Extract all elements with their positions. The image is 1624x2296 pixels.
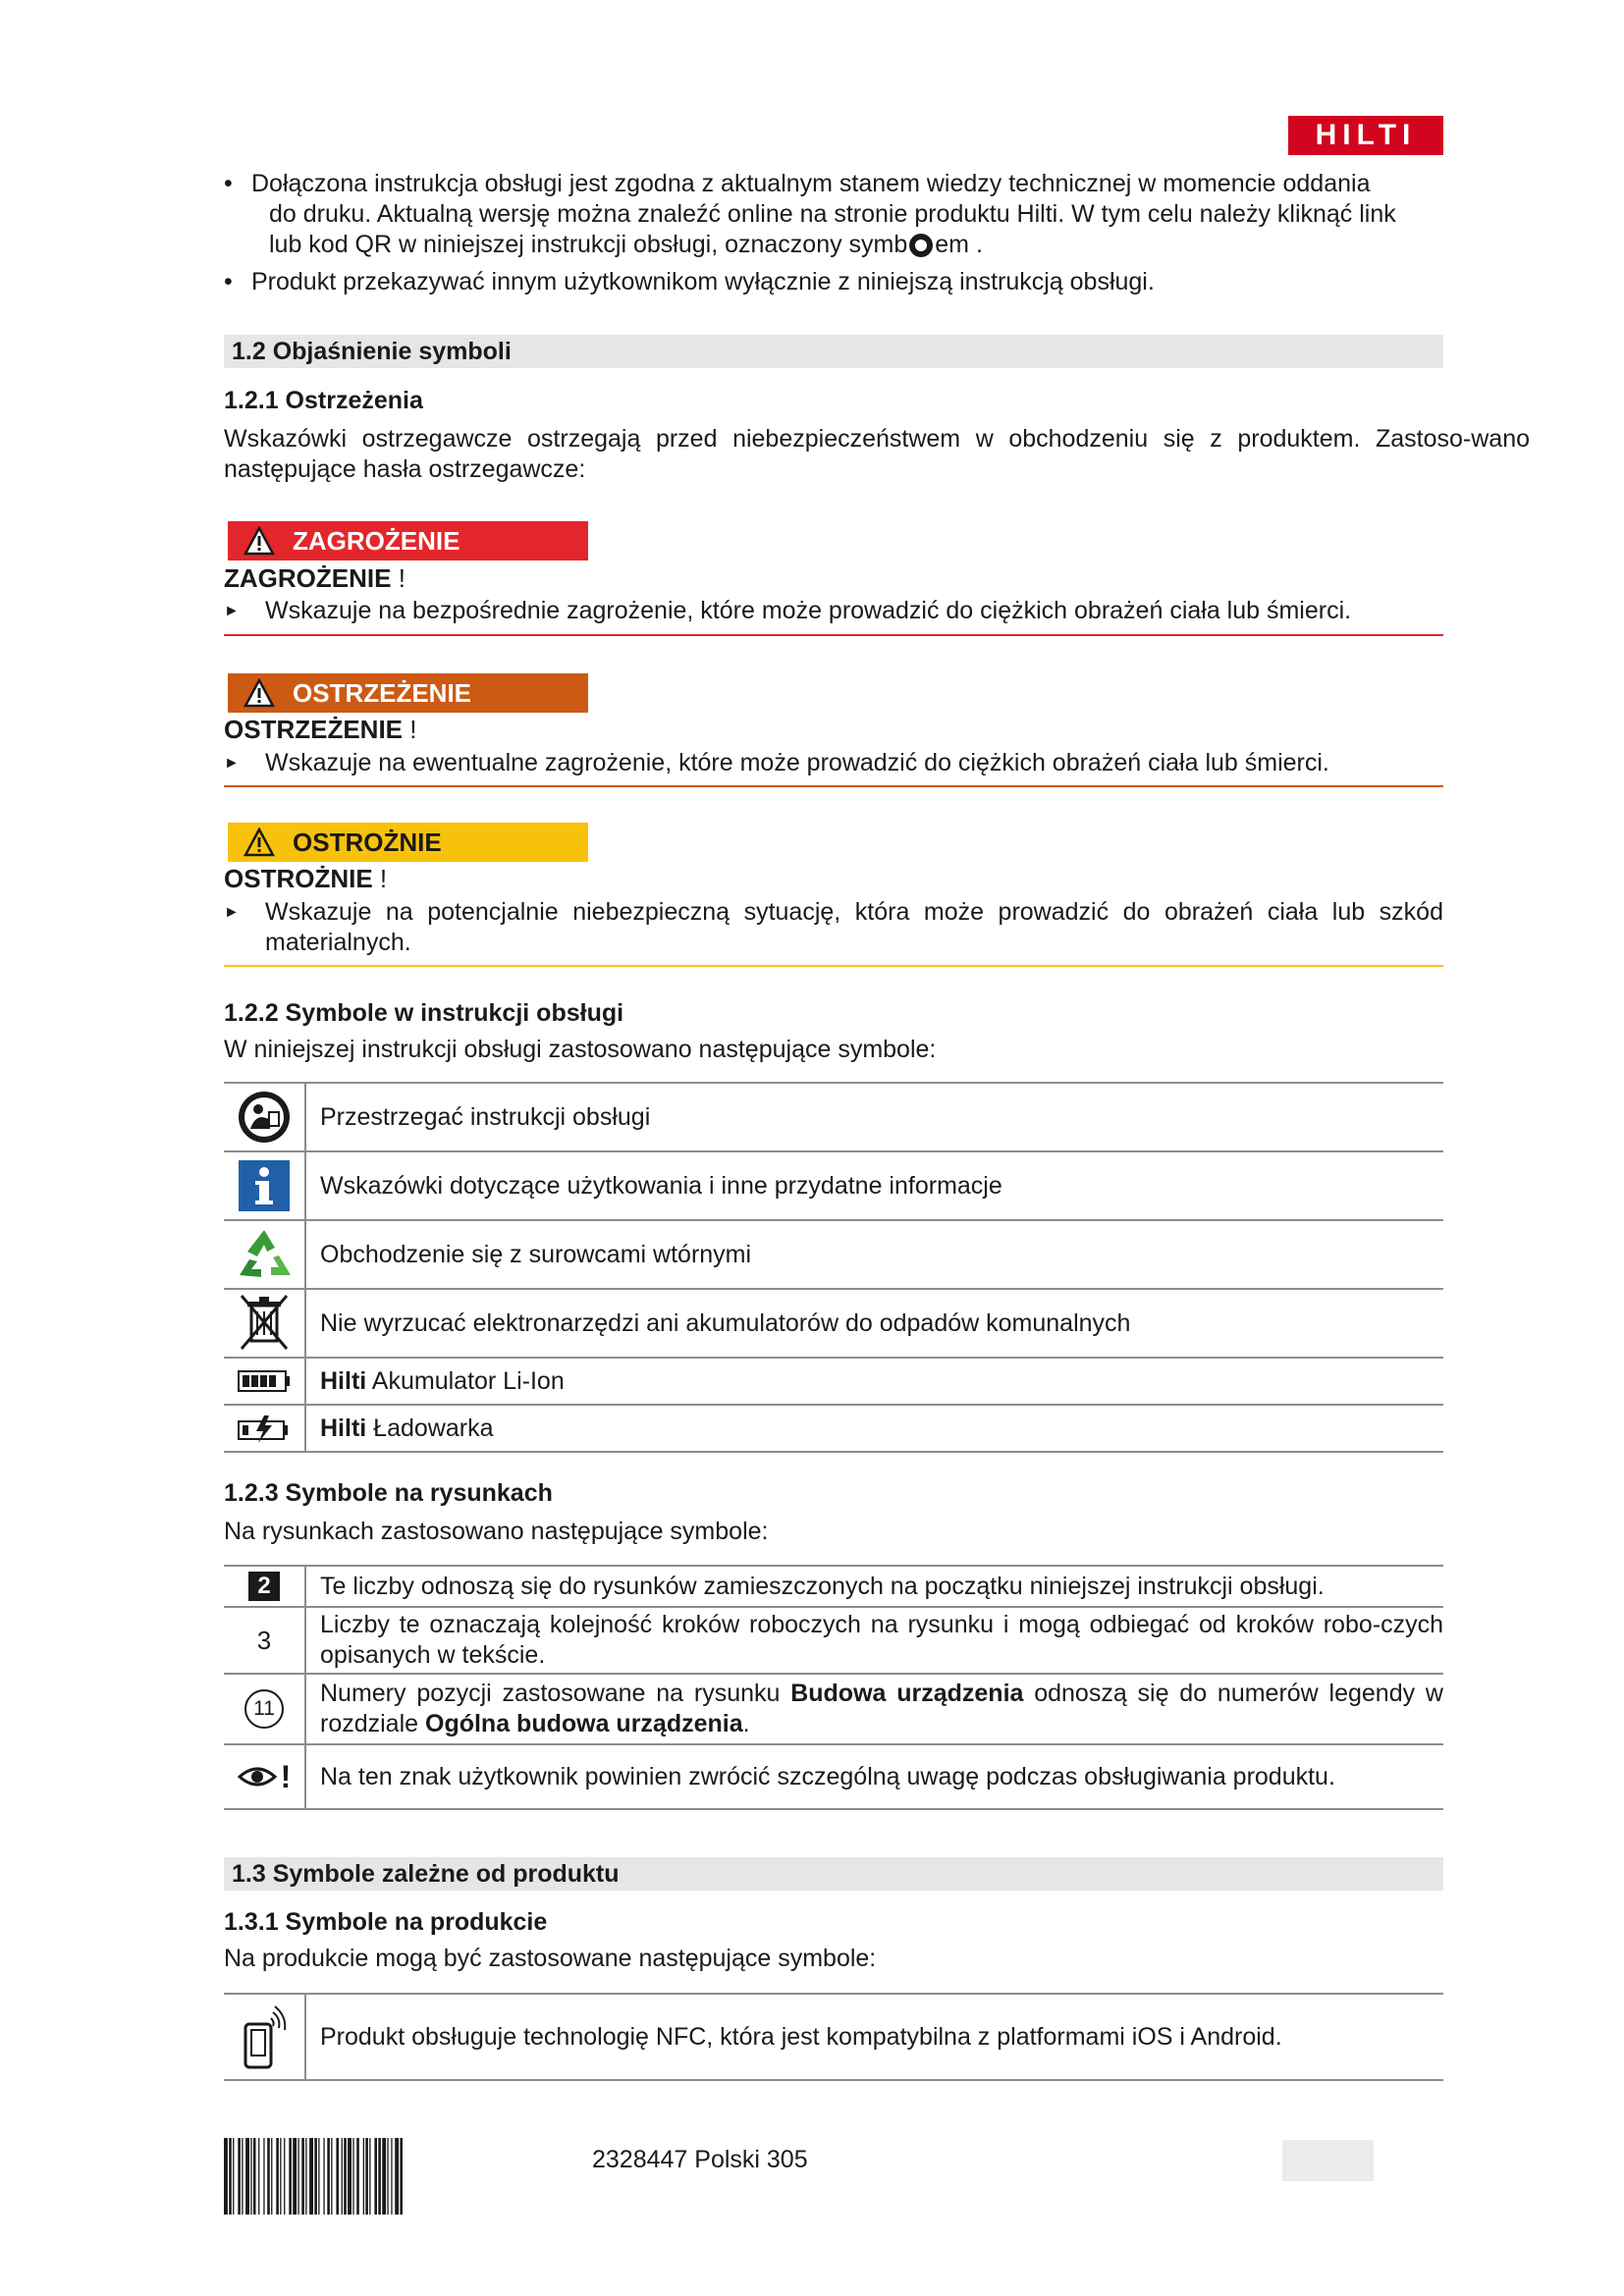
table-row	[224, 1404, 1443, 1453]
battery-icon	[224, 1359, 306, 1404]
caution-label-text: OSTROŻNIE	[293, 828, 442, 857]
table-row-text: Wskazówki dotyczące użytkowania i inne przydatne informacje	[320, 1171, 1002, 1200]
section-1-2-3-heading: 1.2.3 Symbole na rysunkach	[224, 1479, 553, 1507]
table-row-text: Nie wyrzucać elektronarzędzi ani akumulatorów do odpadów komunalnych	[320, 1308, 1131, 1337]
warning-title-text: OSTRZEŻENIE	[224, 715, 404, 744]
danger-label	[228, 521, 588, 561]
info-icon	[224, 1152, 306, 1219]
table-row-text: Na ten znak użytkownik powinien zwrócić szczególną uwagę podczas obsługiwania produktu.	[320, 1762, 1335, 1790]
crossed-bin-icon	[224, 1290, 306, 1357]
logo-text: HILTI	[1315, 119, 1417, 151]
table-row	[224, 1288, 1443, 1357]
row-bold-part: Ogólna budowa urządzenia	[425, 1710, 743, 1737]
row-bold-part: Budowa urządzenia	[790, 1680, 1024, 1707]
arrow-icon: ►	[224, 904, 240, 921]
danger-label-text: ZAGROŻENIE	[293, 526, 460, 556]
charger-icon	[224, 1406, 306, 1451]
row-description: Liczby te oznaczają kolejność kroków roboczych na rysunku i mogą odbiegać od kroków robo-czych opisanych w tekście.	[320, 1611, 1443, 1669]
warning-label	[228, 673, 588, 713]
drawing-symbols-intro: Na rysunkach zastosowano następujące symbole:	[224, 1518, 769, 1545]
recycling-icon	[224, 1221, 306, 1288]
bullet-dot: •	[224, 268, 233, 295]
warning-triangle-icon	[244, 678, 275, 708]
danger-description	[224, 596, 1443, 626]
eye-attention-icon	[224, 1745, 306, 1808]
table-row-text: Przestrzegać instrukcji obsługi	[320, 1102, 651, 1131]
brand-name: Hilti	[320, 1414, 367, 1442]
figure-number-icon	[224, 1567, 306, 1606]
warning-triangle-icon	[244, 828, 275, 857]
table-row	[224, 1565, 1443, 1606]
barcode-icon	[224, 2138, 560, 2215]
step-number-icon	[224, 1608, 306, 1673]
footer-page-info: 2328447 Polski 305	[592, 2146, 808, 2173]
table-row-text	[320, 1406, 1443, 1451]
table-row	[224, 1357, 1443, 1404]
brand-name: Hilti	[320, 1366, 367, 1395]
table-row	[224, 1082, 1443, 1150]
row-description: Ładowarka	[373, 1414, 494, 1442]
warning-title	[224, 715, 416, 745]
section-1-3-heading: 1.3 Symbole zależne od produktu	[224, 1857, 1443, 1891]
footer-page-box	[1282, 2140, 1374, 2181]
table-row	[224, 1673, 1443, 1743]
row-text-part: .	[742, 1710, 750, 1737]
caution-title-text: OSTROŻNIE	[224, 864, 373, 893]
manual-symbols-intro: W niniejszej instrukcji obsługi zastosowano następujące symbole:	[224, 1036, 937, 1063]
read-manual-icon	[224, 1084, 306, 1150]
table-row-text	[320, 1675, 1443, 1743]
caution-title-excl: !	[379, 864, 388, 893]
table-row-text: Te liczby odnoszą się do rysunków zamieszczonych na początku niniejszej instrukcji obsługi.	[320, 1572, 1325, 1600]
bullet-dot: •	[224, 170, 233, 197]
step-number-icon-text: 3	[256, 1625, 272, 1655]
table-row-text	[320, 1359, 1443, 1404]
danger-title-excl: !	[398, 563, 406, 593]
section-1-2-1-heading: 1.2.1 Ostrzeżenia	[224, 387, 423, 414]
table-row	[224, 1606, 1443, 1673]
table-row	[224, 1150, 1443, 1219]
warnings-intro-paragraph: Wskazówki ostrzegawcze ostrzegają przed niebezpieczeństwem w obchodzeniu się z produktem. Zastoso-wano następujące hasła ostrzegawcze:	[224, 425, 1530, 483]
section-1-2-heading: 1.2 Objaśnienie symboli	[224, 335, 1443, 368]
row-text-part: odnoszą się do numerów legendy w rozdziale	[320, 1680, 1443, 1737]
arrow-icon: ►	[224, 603, 240, 619]
danger-description-text: Wskazuje na bezpośrednie zagrożenie, które może prowadzić do ciężkich obrażeń ciała lub śmierci.	[265, 597, 1352, 624]
warning-title-excl: !	[409, 715, 417, 744]
table-row-text: Produkt obsługuje technologię NFC, która jest kompatybilna z platformami iOS i Android.	[320, 2022, 1282, 2051]
danger-title	[224, 563, 406, 594]
intro-bullet-1-line-3-b: em .	[935, 231, 983, 258]
intro-bullet-2	[224, 267, 1584, 297]
nfc-phone-icon	[224, 1995, 306, 2079]
intro-bullet-1-line-3	[269, 230, 1584, 260]
caution-divider	[224, 965, 1443, 967]
warning-divider	[224, 785, 1443, 787]
caution-description-text: Wskazuje na potencjalnie niebezpieczną sytuację, która może prowadzić do obrażeń ciała lub szkód materialnych.	[265, 898, 1443, 956]
position-number-icon-text: 11	[244, 1689, 284, 1729]
warning-label-text: OSTRZEŻENIE	[293, 678, 472, 708]
intro-bullet-1-line-1: Dołączona instrukcja obsługi jest zgodna z aktualnym stanem wiedzy technicznej w momencie oddania	[251, 170, 1371, 197]
table-row	[224, 1219, 1443, 1288]
warning-triangle-icon	[244, 526, 275, 556]
row-description: Akumulator Li-Ion	[371, 1366, 565, 1395]
table-row-text: Obchodzenie się z surowcami wtórnymi	[320, 1240, 752, 1268]
warning-description	[224, 748, 1443, 778]
danger-divider	[224, 634, 1443, 636]
product-symbols-intro: Na produkcie mogą być zastosowane następujące symbole:	[224, 1945, 877, 1972]
section-1-2-2-heading: 1.2.2 Symbole w instrukcji obsługi	[224, 999, 624, 1027]
intro-bullet-1-line-2: do druku. Aktualną wersję można znaleźć online na stronie produktu Hilti. W tym celu należy kliknąć link	[269, 200, 1396, 228]
table-row-text	[320, 1608, 1443, 1673]
manual-link-icon[interactable]	[909, 234, 933, 257]
section-1-3-1-heading: 1.3.1 Symbole na produkcie	[224, 1908, 548, 1936]
position-number-icon	[224, 1675, 306, 1743]
exclamation-mark: !	[280, 1758, 292, 1794]
table-row	[224, 1993, 1443, 2081]
intro-bullet-2-text: Produkt przekazywać innym użytkownikom wyłącznie z niniejszą instrukcją obsługi.	[251, 268, 1155, 295]
intro-bullet-1-line-3-a: lub kod QR w niniejszej instrukcji obsługi, oznaczony symb	[269, 231, 908, 258]
danger-title-text: ZAGROŻENIE	[224, 563, 392, 593]
caution-label	[228, 823, 588, 862]
caution-description	[224, 897, 1443, 958]
intro-bullet-1	[224, 169, 1584, 260]
hilti-logo	[1288, 116, 1443, 155]
table-row	[224, 1743, 1443, 1810]
row-text-part: Numery pozycji zastosowane na rysunku	[320, 1680, 791, 1707]
warning-description-text: Wskazuje na ewentualne zagrożenie, które może prowadzić do ciężkich obrażeń ciała lub śmierci.	[265, 749, 1329, 776]
figure-number-icon-text: 2	[248, 1572, 280, 1601]
arrow-icon: ►	[224, 755, 240, 772]
caution-title	[224, 864, 387, 894]
